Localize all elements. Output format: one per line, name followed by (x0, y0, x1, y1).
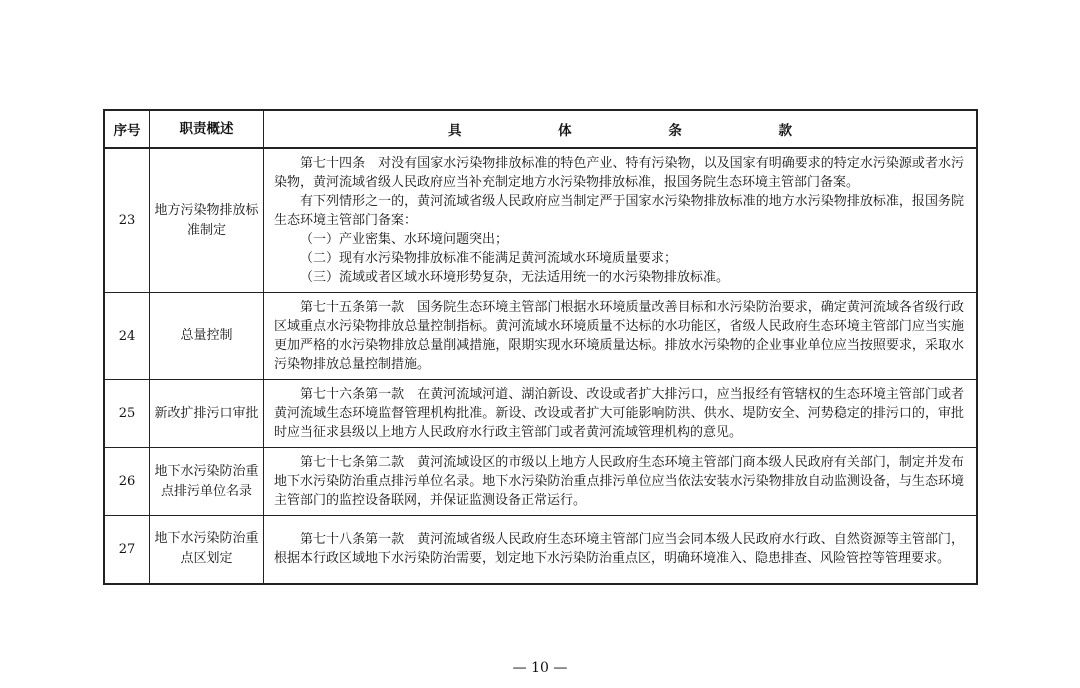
clause-item: （三）流域或者区域水环境形势复杂，无法适用统一的水污染物排放标准。 (300, 270, 730, 285)
row-no: 25 (104, 380, 150, 448)
clause-item: （二）现有水污染物排放标准不能满足黄河流域水环境质量要求； (300, 251, 678, 266)
table-row (104, 448, 977, 516)
row-duty: 地方污染物排放标准制定 (150, 148, 264, 293)
row-no: 24 (104, 293, 150, 380)
clause-paragraph: 第七十八条第一款 黄河流域省级人民政府生态环境主管部门应当会同本级人民政府水行政、自然资源等主管部门，根据本行政区域地下水污染防治需要，划定地下水污染防治重点区，明确环境准入、隐患排查、风险管控等管理要求。 (274, 532, 964, 567)
row-duty: 新改扩排污口审批 (150, 380, 264, 448)
row-duty: 总量控制 (150, 293, 264, 380)
provisions-table (103, 109, 978, 585)
row-no: 26 (104, 448, 150, 516)
row-duty: 地下水污染防治重点排污单位名录 (150, 448, 264, 516)
header-clause-label: 具 体 条 款 (447, 123, 839, 139)
page-number: — 10 — (512, 660, 568, 676)
row-no: 27 (104, 516, 150, 584)
clause-paragraph: 第七十七条第二款 黄河流域设区的市级以上地方人民政府生态环境主管部门商本级人民政府有关部门，制定并发布地下水污染防治重点排污单位名录。地下水污染防治重点排污单位应当依法安装水污染物排放自动监测设备，与生态环境主管部门的监控设备联网，并保证监测设备正常运行。 (274, 455, 964, 508)
row-no: 23 (104, 148, 150, 293)
table-row (104, 516, 977, 584)
table-row (104, 293, 977, 380)
row-clause (264, 380, 978, 448)
row-clause (264, 148, 978, 293)
table-row (104, 380, 977, 448)
header-row (104, 110, 977, 148)
table-row (104, 148, 977, 293)
clause-paragraph: 有下列情形之一的，黄河流域省级人民政府应当制定严于国家水污染物排放标准的地方水污染物排放标准，报国务院生态环境主管部门备案： (274, 194, 964, 228)
header-clause (264, 110, 978, 148)
clause-paragraph: 第七十六条第一款 在黄河流域河道、湖泊新设、改设或者扩大排污口，应当报经有管辖权的生态环境主管部门或者黄河流域生态环境监督管理机构批准。新设、改设或者扩大可能影响防洪、供水、堤防安全、河势稳定的排污口的，审批时应当征求县级以上地方人民政府水行政主管部门或者黄河流域管理机构的意见。 (274, 387, 964, 440)
clause-paragraph: 第七十四条 对没有国家水污染物排放标准的特色产业、特有污染物，以及国家有明确要求的特定水污染源或者水污染物，黄河流域省级人民政府应当补充制定地方水污染物排放标准，报国务院生态环境主管部门备案。 (274, 156, 964, 190)
header-no: 序号 (104, 110, 150, 148)
clause-item: （一）产业密集、水环境问题突出； (300, 232, 509, 247)
row-clause (264, 293, 978, 380)
header-duty: 职责概述 (150, 110, 264, 148)
row-clause (264, 516, 978, 584)
clause-paragraph: 第七十五条第一款 国务院生态环境主管部门根据水环境质量改善目标和水污染防治要求，确定黄河流域各省级行政区域重点水污染物排放总量控制指标。黄河流域水环境质量不达标的水功能区，省级人民政府生态环境主管部门应当实施更加严格的水污染物排放总量削减措施，限期实现水环境质量达标。排放水污染物的企业事业单位应当按照要求，采取水污染物排放总量控制措施。 (274, 300, 964, 372)
row-duty: 地下水污染防治重点区划定 (150, 516, 264, 584)
row-clause (264, 448, 978, 516)
